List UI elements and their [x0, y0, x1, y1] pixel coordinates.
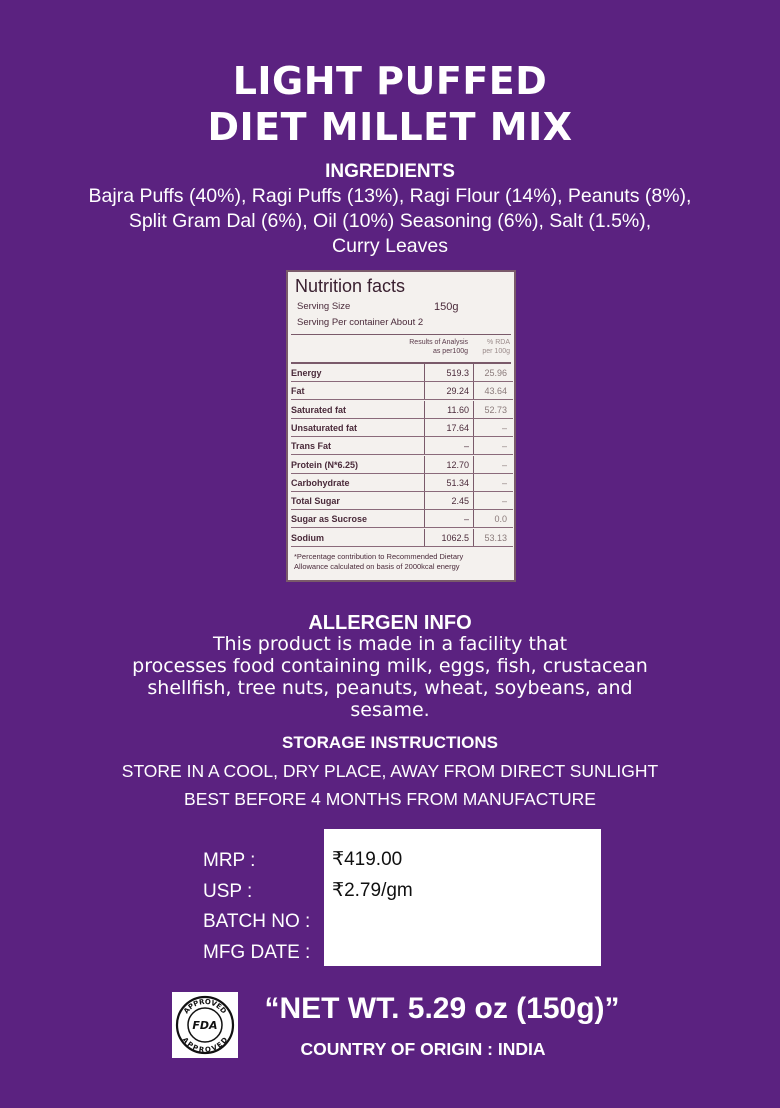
column-divider — [473, 474, 474, 492]
nutrient-rda: 43.64 — [484, 386, 507, 397]
nutrition-facts-label — [286, 270, 516, 582]
allergen-text — [90, 633, 690, 721]
ingredients-line2: Split Gram Dal (6%), Oil (10%) Seasoning (6%), Salt (1.5%), — [128, 210, 652, 232]
storage-line1: STORE IN A COOL, DRY PLACE, AWAY FROM DIRECT SUNLIGHT — [121, 761, 659, 781]
nutrient-value: 519.3 — [446, 368, 469, 378]
nutrient-rda: – — [501, 441, 507, 452]
nutrient-value: 2.45 — [451, 496, 469, 507]
column-divider — [473, 364, 474, 382]
serving-per-container: Serving Per container About 2 — [297, 317, 424, 328]
allergen-line4: sesame. — [350, 699, 430, 721]
ingredients-text — [40, 184, 740, 259]
badge-text-center: FDA — [192, 1019, 218, 1032]
product-title — [0, 58, 780, 150]
usp-label: USP : — [203, 880, 253, 902]
column-divider — [424, 437, 425, 455]
nutrient-rda: – — [501, 459, 507, 470]
nutrient-rda: 53.13 — [484, 532, 507, 543]
serving-size-value: 150g — [434, 301, 459, 313]
ingredients-line3: Curry Leaves — [332, 235, 448, 257]
pricing-labels — [203, 846, 310, 968]
column-divider — [473, 492, 474, 510]
nutrition-title: Nutrition facts — [295, 276, 406, 296]
nutrient-rda: 25.96 — [484, 368, 507, 378]
nutrient-name: Sodium — [291, 532, 324, 543]
product-title-line2: DIET MILLET MIX — [207, 105, 573, 149]
column-divider — [424, 382, 425, 400]
storage-heading: STORAGE INSTRUCTIONS — [282, 733, 498, 752]
nutrient-value: 1062.5 — [441, 532, 469, 543]
column-divider — [424, 492, 425, 510]
column-divider — [473, 419, 474, 437]
allergen-line3: shellfish, tree nuts, peanuts, wheat, soybeans, and — [147, 677, 633, 699]
nutrient-name: Fat — [291, 386, 305, 397]
ingredients-heading: INGREDIENTS — [325, 161, 455, 182]
mfg-date-label: MFG DATE : — [203, 941, 311, 963]
product-title-line1: LIGHT PUFFED — [232, 59, 548, 103]
allergen-heading: ALLERGEN INFO — [308, 612, 472, 634]
column-divider — [424, 474, 425, 492]
column-divider — [424, 510, 425, 528]
nutrition-row — [291, 510, 513, 528]
badge-text-bottom: APPROVED — [180, 1035, 230, 1055]
nutrition-row — [291, 382, 513, 400]
nutrition-footnote — [294, 552, 512, 572]
nutrient-rda: – — [501, 422, 507, 433]
nutrition-row — [291, 456, 513, 474]
nutrition-row — [291, 474, 513, 492]
nutrient-value: – — [463, 514, 469, 525]
results-header-line2: as per100g — [432, 348, 468, 355]
column-divider — [473, 437, 474, 455]
footnote-line2: Allowance calculated on basis of 2000kcal energy — [294, 562, 460, 571]
allergen-line1: This product is made in a facility that — [212, 633, 568, 655]
column-divider — [473, 510, 474, 528]
row-rule — [291, 546, 513, 547]
nutrient-name: Protein (N*6.25) — [291, 459, 359, 470]
rda-header-line1: % RDA — [487, 339, 510, 346]
nutrient-name: Saturated fat — [291, 404, 347, 415]
nutrient-value: 17.64 — [446, 422, 469, 433]
nutrient-value: – — [463, 441, 469, 452]
footnote-line1: *Percentage contribution to Recommended Dietary — [294, 552, 464, 561]
usp-value: ₹2.79/gm — [332, 879, 413, 901]
column-divider — [473, 401, 474, 419]
column-divider — [424, 419, 425, 437]
batch-label: BATCH NO : — [203, 911, 311, 932]
nutrient-value: 12.70 — [446, 459, 469, 470]
nutrient-rda: – — [501, 496, 507, 507]
badge-text-top: APPROVED — [182, 997, 228, 1016]
fda-badge-graphic — [172, 992, 238, 1058]
nutrient-name: Energy — [291, 368, 322, 378]
nutrient-value: 51.34 — [446, 477, 469, 488]
results-column-header — [396, 338, 468, 356]
column-divider — [473, 529, 474, 547]
nutrition-row — [291, 401, 513, 419]
column-divider — [424, 364, 425, 382]
nutrient-rda: – — [501, 477, 507, 488]
storage-line2: BEST BEFORE 4 MONTHS FROM MANUFACTURE — [184, 789, 596, 809]
net-weight: “NET WT. 5.29 oz (150g)” — [264, 992, 620, 1025]
nutrient-name: Trans Fat — [291, 441, 332, 452]
pricing-values — [332, 845, 413, 966]
nutrition-row — [291, 437, 513, 455]
pricing-value-box — [324, 829, 601, 966]
column-divider — [424, 401, 425, 419]
nutrient-name: Total Sugar — [291, 496, 340, 507]
nutrient-name: Unsaturated fat — [291, 422, 358, 433]
nutrient-value: 29.24 — [446, 386, 469, 397]
nutrition-row — [291, 529, 513, 547]
batch-value — [332, 906, 413, 936]
column-divider — [424, 456, 425, 474]
fda-approved-icon — [172, 992, 238, 1058]
mfg-date-value — [332, 936, 413, 966]
nutrient-name: Sugar as Sucrose — [291, 514, 368, 525]
country-of-origin: COUNTRY OF ORIGIN : INDIA — [300, 1039, 546, 1059]
nutrient-rda: 0.0 — [494, 514, 507, 525]
nutrient-rda: 52.73 — [484, 404, 507, 415]
rda-column-header — [474, 338, 510, 356]
column-divider — [424, 529, 425, 547]
mrp-value: ₹419.00 — [332, 849, 403, 870]
nutrient-name: Carbohydrate — [291, 477, 350, 488]
nutrient-value: 11.60 — [447, 404, 469, 415]
rda-header-line2: per 100g — [482, 348, 510, 355]
column-divider — [473, 456, 474, 474]
serving-size-label: Serving Size — [297, 301, 351, 312]
column-divider — [473, 382, 474, 400]
allergen-line2: processes food containing milk, eggs, fish, crustacean — [132, 655, 648, 677]
nutrition-row — [291, 364, 513, 382]
nutrition-divider — [291, 334, 511, 335]
nutrition-row — [291, 492, 513, 510]
ingredients-line1: Bajra Puffs (40%), Ragi Puffs (13%), Ragi Flour (14%), Peanuts (8%), — [88, 185, 692, 207]
results-header-line1: Results of Analysis — [409, 339, 468, 346]
mrp-label: MRP : — [203, 850, 256, 871]
nutrition-row — [291, 419, 513, 437]
